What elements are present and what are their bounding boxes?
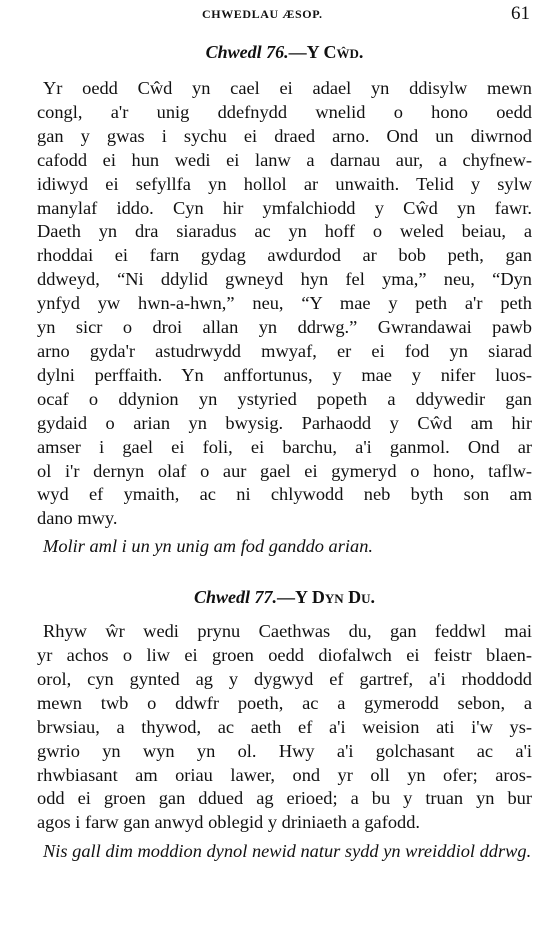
body-line: amser i gael ei foli, ei barchu, a'i ganmol. Ond ar — [37, 436, 532, 457]
body-line: orol, cyn gynted ag y dygwyd ef gartref, a'i rhoddodd — [37, 668, 532, 689]
fable-title — [37, 585, 532, 609]
body-line: odd ei groen gan ddued ag erioed; a bu y truan yn bur — [37, 788, 532, 809]
body-line: Rhyw ŵr wedi prynu Caethwas du, gan feddwl mai — [43, 621, 532, 642]
body-line: yn sicr o droi allan yn ddrwg.” Gwrandawai pawb — [37, 317, 532, 338]
body-line: ddweyd, “Ni ddylid gwneyd hyn fel yma,” neu, “Dyn — [37, 269, 532, 290]
body-line: yr achos o liw ei groen oedd diofalwch ei feistr blaen- — [37, 645, 532, 666]
body-line: gydaid o arian yn bwysig. Parhaodd y Cŵd am hir — [37, 412, 532, 433]
title-dash: — — [277, 587, 295, 608]
body-line: agos i farw gan anwyd oblegid y driniaeth a gafodd. — [37, 812, 421, 833]
body-line: wyd ef ymaith, ac ni chlywodd neb byth son am — [37, 484, 532, 505]
body-line: dano mwy. — [37, 508, 118, 529]
body-line: ocaf o ddynion yn ystyried popeth a ddywedir gan — [37, 388, 532, 409]
fable-name: Y Dyn Du. — [295, 587, 375, 608]
body-line: rhoddai ei farn gydag awdurdod ar bob peth, gan — [37, 245, 532, 266]
title-dash: — — [288, 42, 307, 62]
body-line: idiwyd ei sefyllfa yn hollol ar unwaith. Telid y sylw — [37, 173, 532, 194]
fable-body — [37, 620, 532, 835]
fable-number: Chwedl 77. — [193, 587, 277, 608]
fable-body — [37, 77, 532, 531]
fable-moral: Molir aml i un yn unig am fod ganddo arian. — [43, 536, 374, 557]
body-line: congl, a'r unig ddefnydd wnelid o hono oedd — [37, 101, 532, 122]
fable-name: Y Cŵd. — [306, 42, 364, 62]
fable-title — [37, 40, 532, 64]
running-head — [37, 0, 532, 34]
body-line: rhwbiasant am oriau lawer, ond yr oll yn ofer; aros- — [37, 764, 532, 785]
body-line: Yr oedd Cŵd yn cael ei adael yn ddisylw mewn — [43, 78, 532, 98]
body-line: brwsiau, a thywod, ac aeth ef a'i weision ati i'w ys- — [37, 716, 532, 737]
body-line: ol i'r dernyn olaf o aur gael ei gymeryd o hono, taflw- — [37, 460, 532, 481]
body-line: dylni perffaith. Yn anffortunus, y mae y nifer luos- — [37, 364, 532, 385]
fable-number: Chwedl 76. — [205, 42, 289, 62]
running-title: CHWEDLAU ÆSOP. — [202, 7, 323, 21]
body-line: gwrio yn wyn yn ol. Hwy a'i golchasant ac a'i — [37, 740, 532, 761]
page-number: 61 — [511, 3, 530, 24]
body-line: ynfyd yw hwn-a-hwn,” neu, “Y mae y peth a'r peth — [37, 293, 532, 314]
body-line: gan y gwas i sychu ei draed arno. Ond un diwrnod — [37, 125, 532, 146]
body-line: Daeth yn dra siaradus ac yn hoff o weled beiau, a — [37, 221, 532, 242]
body-line: cafodd ei hun wedi ei lanw a darnau aur, a chyfnew- — [37, 149, 532, 170]
body-line: manylaf iddo. Cyn hir ymfalchiodd y Cŵd yn fawr. — [37, 197, 532, 218]
fable-moral: Nis gall dim moddion dynol newid natur sydd yn wreiddiol ddrwg. — [43, 841, 532, 862]
body-line: arno gyda'r astudrwydd mwyaf, er ei fod yn siarad — [37, 340, 532, 361]
body-line: mewn twb o ddwfr poeth, ac a gymerodd sebon, a — [37, 692, 532, 713]
